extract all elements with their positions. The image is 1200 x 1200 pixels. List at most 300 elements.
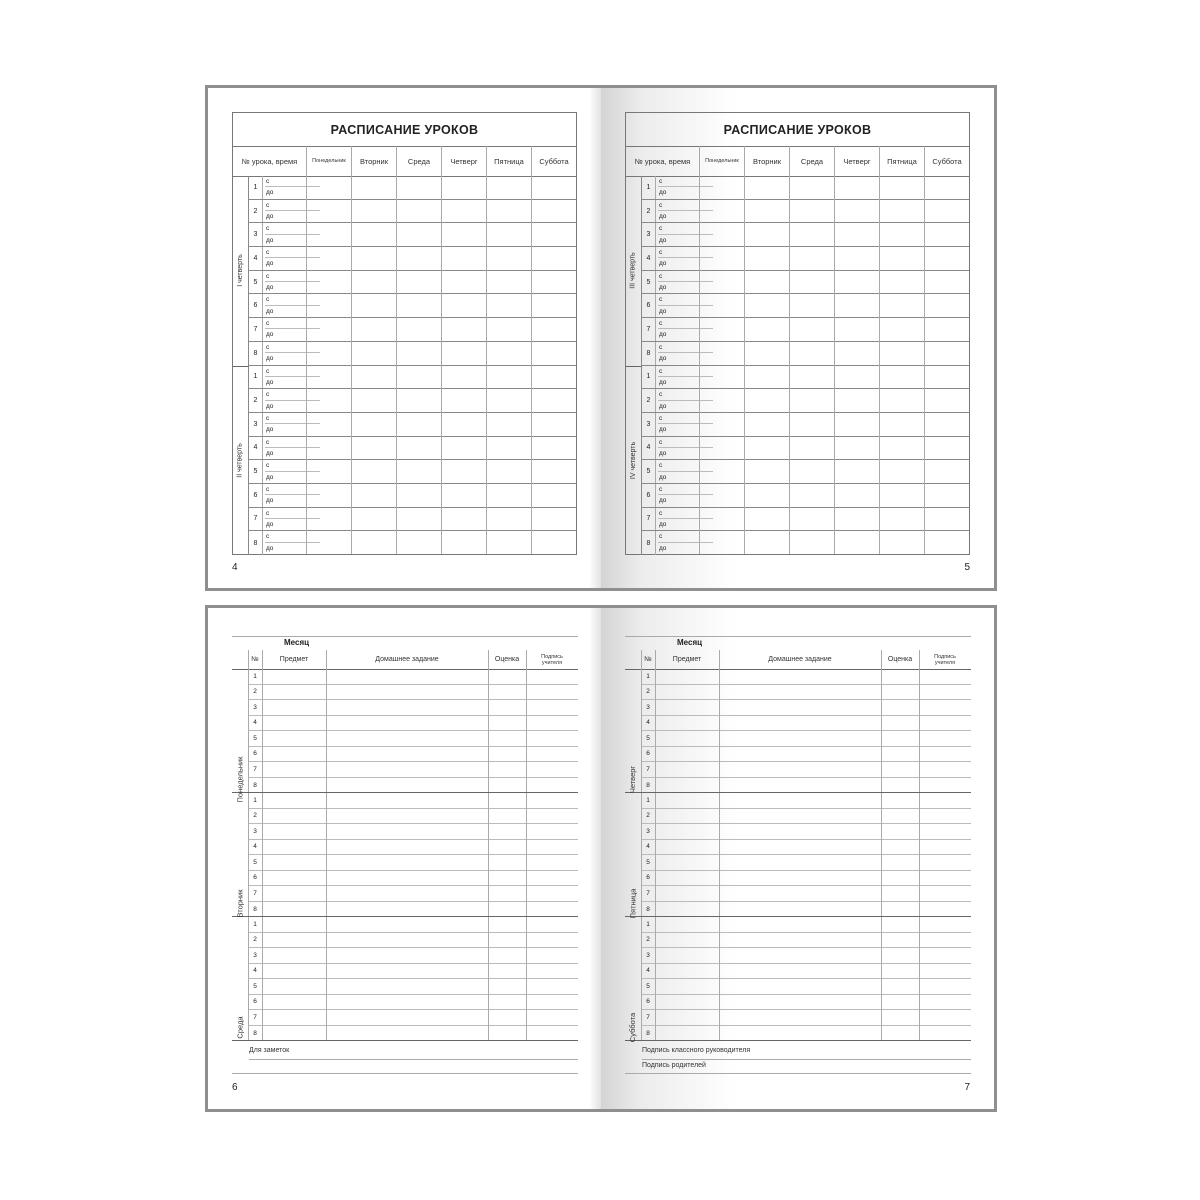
row-number: 2	[646, 936, 650, 944]
diary-row	[641, 995, 971, 1011]
diary-column-divider	[326, 669, 327, 792]
row-number: 8	[646, 1029, 650, 1037]
diary-row	[641, 979, 971, 995]
diary-column-divider	[719, 793, 720, 916]
diary-row	[248, 731, 578, 747]
lesson-number: 2	[249, 200, 263, 223]
diary-column-divider	[641, 669, 642, 792]
time-from: с	[265, 366, 320, 377]
lesson-row	[249, 484, 576, 508]
schedule-header-3: Среда	[789, 146, 834, 176]
quarter-label-1	[626, 176, 642, 366]
diary-row	[641, 917, 971, 933]
page-5	[601, 88, 994, 588]
lesson-row	[249, 271, 576, 295]
schedule-column-divider	[486, 176, 487, 554]
diary-row	[641, 747, 971, 763]
diary-column-divider	[919, 793, 920, 916]
time-to: до	[266, 545, 274, 553]
page-number-7: 7	[964, 1082, 970, 1093]
day-group-1	[625, 669, 971, 793]
row-number: 8	[253, 905, 257, 913]
row-number: 2	[646, 688, 650, 696]
lesson-row	[249, 366, 576, 390]
lesson-row	[249, 294, 576, 318]
time-from: с	[658, 247, 713, 258]
lesson-number: 3	[249, 413, 263, 436]
diary-column-divider	[655, 917, 656, 1040]
row-number: 8	[646, 781, 650, 789]
time-from: с	[658, 460, 713, 471]
day-group-2	[625, 793, 971, 917]
diary-row	[248, 995, 578, 1011]
quarter-label-2	[626, 366, 642, 556]
diary-column-divider	[719, 669, 720, 792]
diary-row	[641, 731, 971, 747]
lesson-number: 6	[249, 294, 263, 317]
lesson-number: 7	[249, 318, 263, 341]
row-number: 4	[646, 967, 650, 975]
diary-row	[641, 871, 971, 887]
diary-header-divider	[326, 650, 327, 669]
diary-header-row	[625, 650, 971, 670]
schedule-header-0: № урока, время	[241, 156, 298, 166]
schedule-header-5: Пятница	[879, 146, 924, 176]
time-to: до	[659, 473, 667, 481]
lesson-number: 4	[642, 247, 656, 270]
lesson-row	[642, 389, 969, 413]
time-from: с	[658, 413, 713, 424]
lesson-row	[249, 389, 576, 413]
diary-column-divider	[655, 793, 656, 916]
diary-spread	[205, 605, 997, 1112]
diary-column-divider	[488, 793, 489, 916]
lesson-row	[642, 342, 969, 366]
time-to: до	[659, 307, 667, 315]
lesson-number: 4	[642, 437, 656, 460]
diary-header-divider	[881, 650, 882, 669]
diary-column-divider	[488, 669, 489, 792]
schedule-header-2: Вторник	[744, 146, 789, 176]
diary-row	[248, 979, 578, 995]
diary-column-divider	[262, 669, 263, 792]
time-to: до	[659, 402, 667, 410]
diary-column-divider	[248, 669, 249, 792]
diary-row	[641, 948, 971, 964]
time-from: с	[265, 342, 320, 353]
lesson-number: 5	[642, 271, 656, 294]
schedule-column-divider	[396, 176, 397, 554]
time-from: с	[265, 508, 320, 519]
time-to: до	[659, 449, 667, 457]
row-number: 1	[646, 796, 650, 804]
diary-header-3: Оценка	[494, 655, 520, 663]
lesson-row	[642, 294, 969, 318]
lesson-number: 3	[642, 223, 656, 246]
row-number: 2	[253, 812, 257, 820]
time-from: с	[658, 437, 713, 448]
schedule-column-divider	[531, 176, 532, 554]
time-to: до	[266, 497, 274, 505]
diary-header-divider	[919, 650, 920, 669]
lesson-row	[249, 413, 576, 437]
diary-column-divider	[919, 669, 920, 792]
day-name: Суббота	[628, 1012, 638, 1043]
lesson-row	[642, 318, 969, 342]
time-to: до	[266, 284, 274, 292]
diary-column-divider	[526, 793, 527, 916]
time-to: до	[266, 260, 274, 268]
quarter-text: IV четверть	[630, 442, 638, 480]
diary-column-divider	[326, 917, 327, 1040]
month-label-right: Месяц	[677, 638, 703, 647]
schedule-header-1: Понедельник	[699, 146, 744, 176]
diary-row	[641, 886, 971, 902]
lesson-number: 3	[642, 413, 656, 436]
diary-row	[248, 716, 578, 732]
row-number: 2	[646, 812, 650, 820]
schedule-header-3: Среда	[396, 146, 441, 176]
day-name: Четверг	[628, 765, 638, 794]
row-number: 4	[253, 719, 257, 727]
time-to: до	[266, 473, 274, 481]
row-number: 1	[253, 672, 257, 680]
time-from: с	[658, 484, 713, 495]
day-label	[232, 917, 248, 1040]
diary-row	[248, 902, 578, 918]
schedule-header-4: Четверг	[441, 146, 486, 176]
diary-row	[248, 840, 578, 856]
notes-label: Для заметок	[249, 1047, 290, 1054]
diary-column-divider	[919, 917, 920, 1040]
lesson-row	[642, 223, 969, 247]
diary-row	[248, 809, 578, 825]
lesson-number: 3	[249, 223, 263, 246]
lesson-number: 6	[642, 294, 656, 317]
diary-row	[248, 886, 578, 902]
lesson-number: 2	[249, 389, 263, 412]
diary-header-divider	[488, 650, 489, 669]
row-number: 3	[253, 827, 257, 835]
lesson-number: 1	[642, 176, 656, 199]
lesson-number: 8	[642, 342, 656, 365]
row-number: 7	[646, 889, 650, 897]
lesson-number: 5	[249, 271, 263, 294]
page-6	[208, 608, 601, 1109]
day-name: Вторник	[235, 889, 245, 918]
time-to: до	[266, 402, 274, 410]
row-number: 6	[646, 874, 650, 882]
lesson-number: 6	[249, 484, 263, 507]
lesson-number: 8	[642, 531, 656, 555]
time-to: до	[659, 284, 667, 292]
time-from: с	[265, 176, 320, 187]
row-number: 7	[253, 1013, 257, 1021]
row-number: 8	[646, 905, 650, 913]
row-number: 7	[253, 765, 257, 773]
diary-header-1: Предмет	[672, 655, 702, 663]
day-label	[625, 793, 641, 919]
teacher-signature-line	[642, 1059, 971, 1060]
diary-column-divider	[881, 793, 882, 916]
lesson-row	[249, 531, 576, 555]
row-number: 5	[646, 734, 650, 742]
diary-row	[641, 700, 971, 716]
page-number-5: 5	[964, 562, 970, 573]
diary-row	[641, 902, 971, 918]
lesson-row	[642, 176, 969, 200]
diary-row	[641, 824, 971, 840]
page-number-6: 6	[232, 1082, 238, 1093]
lesson-number: 2	[642, 200, 656, 223]
row-number: 5	[253, 734, 257, 742]
diary-column-divider	[262, 917, 263, 1040]
diary-row	[641, 964, 971, 980]
row-number: 1	[646, 920, 650, 928]
lesson-row	[249, 342, 576, 366]
quarter-text: II четверть	[237, 443, 245, 478]
lesson-row	[249, 460, 576, 484]
diary-row	[248, 933, 578, 949]
time-to: до	[266, 449, 274, 457]
row-number: 1	[646, 672, 650, 680]
row-number: 4	[253, 843, 257, 851]
diary-header-2: Домашнее задание	[768, 655, 832, 663]
row-number: 7	[253, 889, 257, 897]
lesson-row	[642, 247, 969, 271]
time-to: до	[266, 307, 274, 315]
diary-header-2: Домашнее задание	[375, 655, 439, 663]
schedule-table-right	[625, 112, 970, 555]
diary-column-divider	[881, 917, 882, 1040]
diary-header-row	[232, 650, 578, 670]
schedule-table-left	[232, 112, 577, 555]
diary-row	[248, 871, 578, 887]
diary-header-divider	[526, 650, 527, 669]
row-number: 6	[253, 750, 257, 758]
time-from: с	[658, 366, 713, 377]
lesson-row	[642, 271, 969, 295]
diary-row	[248, 855, 578, 871]
diary-row	[248, 824, 578, 840]
diary-row	[641, 778, 971, 794]
time-to: до	[266, 213, 274, 221]
diary-column-divider	[262, 793, 263, 916]
diary-column-divider	[526, 917, 527, 1040]
time-to: до	[659, 520, 667, 528]
lesson-row	[249, 176, 576, 200]
quarter-label-1	[233, 176, 249, 366]
time-from: с	[658, 508, 713, 519]
diary-header-3: Оценка	[887, 655, 913, 663]
lesson-number: 1	[249, 366, 263, 389]
diary-header-divider	[262, 650, 263, 669]
diary-header-divider	[248, 650, 249, 669]
diary-column-divider	[326, 793, 327, 916]
time-to: до	[659, 189, 667, 197]
lesson-row	[249, 437, 576, 461]
time-from: с	[265, 294, 320, 305]
day-name: Понедельник	[235, 756, 245, 803]
diary-row	[248, 917, 578, 933]
diary-column-divider	[488, 917, 489, 1040]
diary-row	[641, 1010, 971, 1026]
row-number: 3	[646, 951, 650, 959]
row-number: 4	[646, 843, 650, 851]
month-label-left: Месяц	[284, 638, 310, 647]
quarter-text: III четверть	[630, 252, 638, 289]
diary-row	[641, 762, 971, 778]
time-from: с	[658, 531, 713, 543]
row-number: 6	[646, 998, 650, 1006]
lesson-number: 5	[249, 460, 263, 483]
schedule-header-4: Четверг	[834, 146, 879, 176]
schedule-column-divider	[699, 176, 700, 554]
diary-row	[641, 840, 971, 856]
day-group-3	[232, 917, 578, 1041]
time-to: до	[659, 426, 667, 434]
lesson-number: 6	[642, 484, 656, 507]
row-number: 6	[253, 998, 257, 1006]
day-name: Пятница	[628, 888, 638, 919]
time-from: с	[658, 294, 713, 305]
time-from: с	[265, 247, 320, 258]
lesson-row	[642, 366, 969, 390]
lesson-number: 1	[249, 176, 263, 199]
schedule-column-divider	[441, 176, 442, 554]
day-label	[232, 669, 248, 803]
diary-row	[248, 964, 578, 980]
lesson-row	[249, 223, 576, 247]
lesson-number: 7	[642, 318, 656, 341]
diary-column-divider	[248, 793, 249, 916]
time-from: с	[265, 271, 320, 282]
time-from: с	[658, 342, 713, 353]
schedule-header-row	[233, 146, 576, 177]
row-number: 8	[253, 1029, 257, 1037]
row-number: 7	[646, 1013, 650, 1021]
lesson-row	[642, 200, 969, 224]
diary-header-1: Предмет	[279, 655, 309, 663]
day-label	[232, 793, 248, 916]
page-7	[601, 608, 994, 1109]
page-number-4: 4	[232, 562, 238, 573]
time-from: с	[265, 413, 320, 424]
time-to: до	[659, 545, 667, 553]
lesson-number: 4	[249, 437, 263, 460]
quarter-text: I четверть	[237, 254, 244, 288]
diary-column-divider	[526, 669, 527, 792]
time-to: до	[659, 355, 667, 363]
time-from: с	[265, 318, 320, 329]
day-label	[625, 669, 641, 792]
time-from: с	[658, 223, 713, 234]
schedule-column-divider	[351, 176, 352, 554]
diary-row	[248, 747, 578, 763]
diary-column-divider	[248, 917, 249, 1040]
time-to: до	[659, 236, 667, 244]
parents-signature-line	[625, 1073, 971, 1074]
teacher-signature-label: Подпись классного руководителя	[642, 1047, 751, 1054]
diary-row	[248, 700, 578, 716]
lesson-number: 8	[249, 342, 263, 365]
page-4	[208, 88, 601, 588]
diary-row	[248, 793, 578, 809]
row-number: 5	[253, 982, 257, 990]
time-from: с	[658, 200, 713, 211]
lesson-number: 2	[642, 389, 656, 412]
day-label	[625, 917, 641, 1043]
row-number: 4	[253, 967, 257, 975]
row-number: 2	[253, 688, 257, 696]
lesson-row	[642, 437, 969, 461]
diary-row	[248, 685, 578, 701]
row-number: 8	[253, 781, 257, 789]
diary-row	[641, 933, 971, 949]
diary-row	[641, 855, 971, 871]
time-from: с	[658, 389, 713, 400]
schedule-body	[626, 176, 969, 554]
schedule-column-divider	[834, 176, 835, 554]
schedule-header-5: Пятница	[486, 146, 531, 176]
row-number: 5	[646, 982, 650, 990]
diary-header-0: №	[251, 655, 259, 663]
schedule-title: РАСПИСАНИЕ УРОКОВ	[626, 113, 969, 147]
parents-signature-label: Подпись родителей	[642, 1062, 706, 1069]
row-number: 5	[646, 858, 650, 866]
schedule-header-6: Суббота	[924, 146, 969, 176]
time-to: до	[659, 260, 667, 268]
lesson-row	[642, 531, 969, 555]
lesson-row	[249, 318, 576, 342]
row-number: 5	[253, 858, 257, 866]
diary-column-divider	[641, 793, 642, 916]
diary-row	[641, 669, 971, 685]
diary-row	[641, 793, 971, 809]
diary-row	[248, 1026, 578, 1042]
time-to: до	[266, 331, 274, 339]
diary-row	[641, 685, 971, 701]
lesson-row	[642, 484, 969, 508]
schedule-spread	[205, 85, 997, 591]
diary-header-divider	[641, 650, 642, 669]
schedule-column-divider	[306, 176, 307, 554]
lesson-number: 5	[642, 460, 656, 483]
time-to: до	[266, 520, 274, 528]
diary-header-divider	[655, 650, 656, 669]
time-from: с	[658, 318, 713, 329]
time-from: с	[265, 484, 320, 495]
quarter-label-2	[233, 366, 249, 556]
lesson-number: 7	[249, 508, 263, 531]
row-number: 3	[646, 827, 650, 835]
diary-column-divider	[655, 669, 656, 792]
schedule-header-row	[626, 146, 969, 177]
diary-row	[641, 1026, 971, 1042]
day-name: Среда	[235, 1016, 245, 1039]
notes-line-1	[249, 1059, 578, 1060]
row-number: 1	[253, 796, 257, 804]
schedule-column-divider	[789, 176, 790, 554]
row-number: 1	[253, 920, 257, 928]
time-from: с	[265, 389, 320, 400]
time-from: с	[658, 176, 713, 187]
lesson-number: 8	[249, 531, 263, 555]
row-number: 6	[253, 874, 257, 882]
row-number: 6	[646, 750, 650, 758]
diary-row	[641, 716, 971, 732]
diary-header-4: Подпись учителя	[541, 653, 563, 666]
